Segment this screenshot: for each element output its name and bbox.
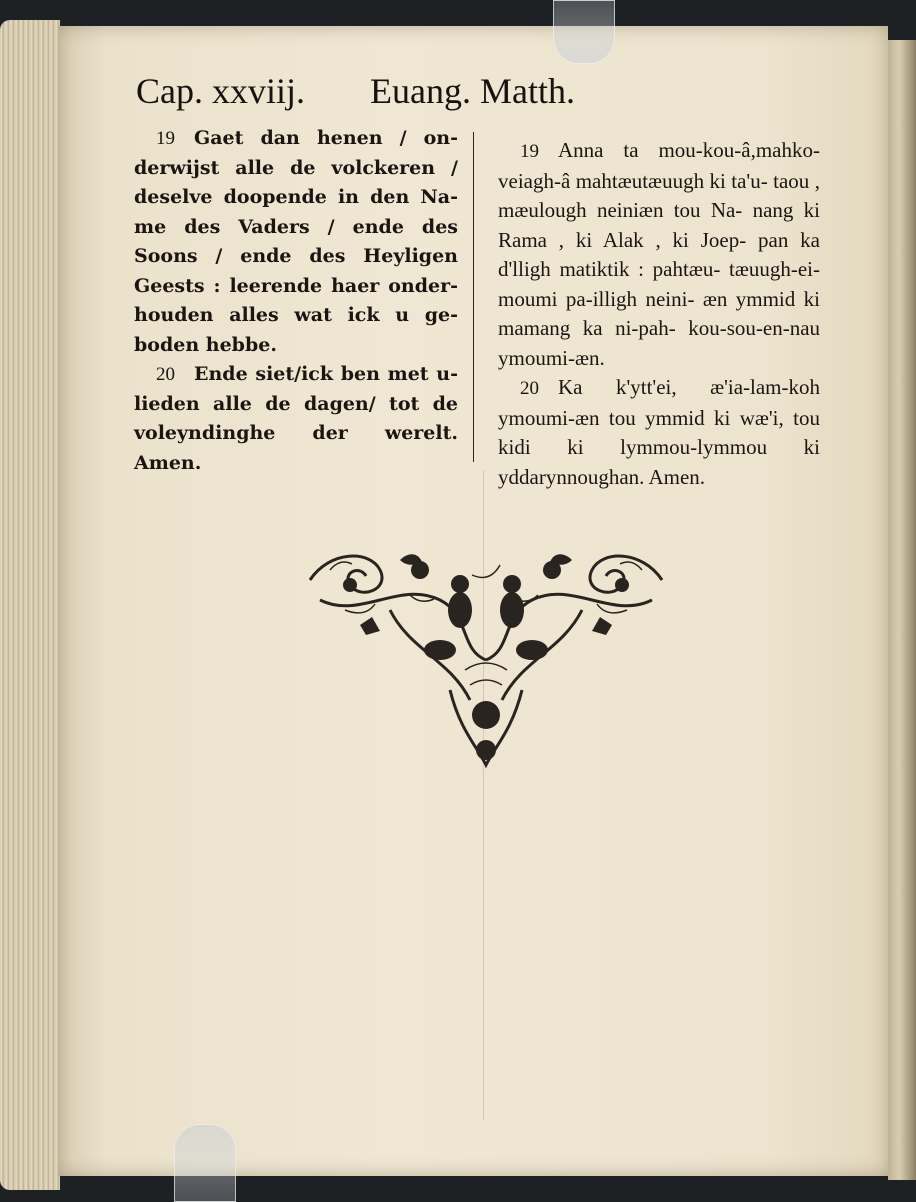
text-line: Ka k'ytt'ei, æ'ia-lam-koh (558, 375, 820, 399)
text-line: nang ki Rama , ki Alak , ki Joep- (498, 198, 821, 252)
text-line: taou , mæulough neiniæn tou Na- (498, 168, 820, 222)
chapter-heading: Cap. xxviij. (136, 71, 305, 111)
text-line: yddarynnoughan. Amen. (498, 464, 706, 489)
text-line: pan ka d'lligh matiktik : pahtæu- (498, 227, 820, 281)
text-line: æn ymmid ki mamang ka ni-pah- (498, 286, 821, 340)
text-line: Gaet dan henen / on- (194, 127, 458, 149)
massachusett-verse-19 (498, 136, 820, 373)
text-line: derwijst alle de volckeren / (134, 156, 458, 179)
text-line: voleyndinghe der werelt. (134, 422, 458, 444)
dutch-verse-20 (134, 360, 458, 478)
text-line: Ende siet/ick ben met (194, 363, 429, 385)
verse-number: 19 (520, 141, 539, 162)
book-heading: Euang. Matth. (370, 71, 575, 111)
tailpiece-ornament (300, 540, 672, 776)
text-line: boden hebbe. (134, 333, 277, 356)
text-line: me des Vaders / ende des (134, 215, 458, 238)
book-right-edge (888, 40, 916, 1180)
massachusett-verse-20 (498, 373, 820, 492)
text-line: veiagh-â mahtæutæuugh ki ta'u- (498, 168, 768, 193)
massachusett-column (498, 136, 820, 492)
text-line: houden alles wat ick u ge- (134, 304, 458, 326)
page-clip-bottom (174, 1124, 236, 1202)
text-line: u-lieden alle de dagen/ tot de (134, 363, 458, 415)
book-page-stack (0, 20, 60, 1190)
text-line: ymoumi-æn tou ymmid ki wæ'i, (498, 405, 784, 430)
verse-number: 19 (156, 128, 175, 149)
verse-number: 20 (156, 364, 175, 385)
dutch-column (134, 124, 458, 478)
text-line: Anna ta mou-kou-â,mahko- (558, 138, 820, 162)
dutch-verse-19 (134, 124, 458, 360)
column-divider (473, 132, 474, 462)
text-line: tou kidi ki lymmou-lymmou ki (498, 405, 821, 459)
text-line: Geests : leerende haer onder- (134, 274, 458, 297)
text-line: Soons / ende des Heyligen (134, 245, 458, 267)
page-clip-top (553, 0, 615, 64)
text-line: kou-sou-en-nau ymoumi-æn. (498, 316, 821, 370)
text-line: deselve doopende in den Na- (134, 186, 458, 208)
verse-number: 20 (520, 378, 539, 399)
text-line: tæuugh-ei-moumi pa-illigh neini- (498, 257, 820, 311)
text-line: Amen. (134, 451, 202, 474)
